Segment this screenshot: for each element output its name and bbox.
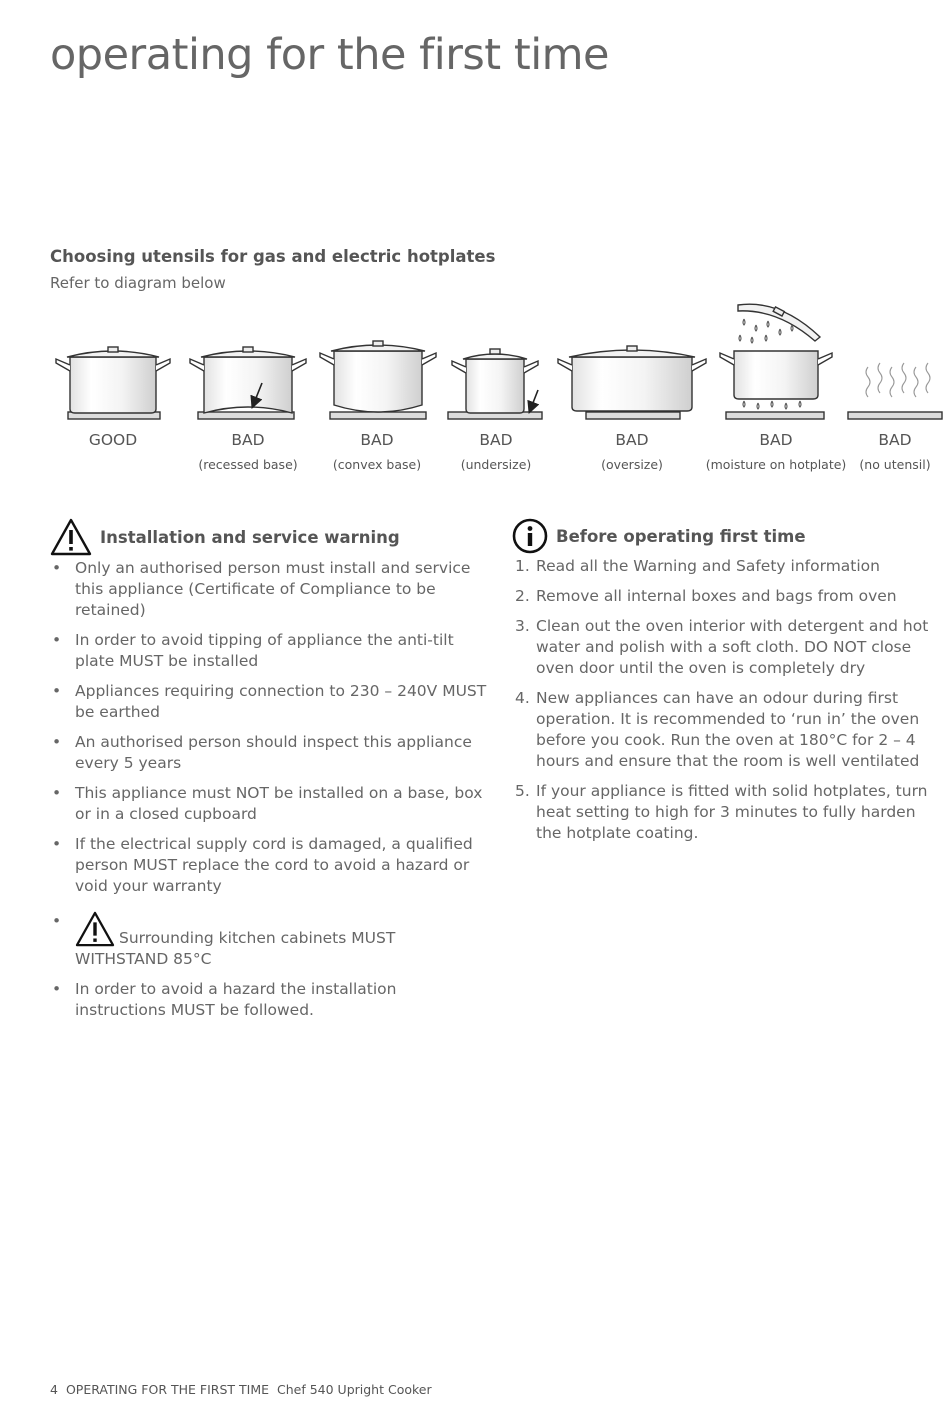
utensils-diagram xyxy=(0,295,950,495)
page-number: 4 xyxy=(50,1382,58,1397)
pot-label-undersize: BAD xyxy=(479,431,513,449)
utensils-heading: Choosing utensils for gas and electric hotplates xyxy=(50,247,496,266)
pot-convex-base-icon xyxy=(320,341,436,419)
step-number: 1. xyxy=(515,557,530,575)
list-item xyxy=(512,616,942,679)
list-item xyxy=(512,556,942,577)
pot-sub-moisture: (moisture on hotplate) xyxy=(705,457,847,472)
pot-recessed-base-icon xyxy=(190,347,306,419)
pot-sub-undersize: (undersize) xyxy=(460,457,532,472)
before-operating-heading: Before operating first time xyxy=(556,526,806,546)
list-item: • In order to avoid tipping of appliance the anti-tilt plate MUST be installed xyxy=(50,630,490,672)
pot-label-moisture: BAD xyxy=(759,431,793,449)
step-text: Clean out the oven interior with detergent and hot water and polish with a soft cloth. DO NOT close oven door until the oven is completely dry xyxy=(536,617,929,677)
pot-label-convex: BAD xyxy=(360,431,394,449)
list-item-text: Surrounding kitchen cabinets MUST WITHSTAND 85°C xyxy=(75,929,396,968)
step-number: 3. xyxy=(515,617,530,635)
installation-warning-section xyxy=(50,518,490,1030)
before-operating-list xyxy=(512,556,942,844)
list-item: • Only an authorised person must install and service this appliance (Certificate of Compliance to be retained) xyxy=(50,558,490,621)
step-text: If your appliance is fitted with solid hotplates, turn heat setting to high for 3 minutes to fully harden the hotplate coating. xyxy=(536,782,928,842)
empty-hotplate-icon xyxy=(848,412,942,419)
pot-good-icon xyxy=(56,347,170,419)
pot-label-oversize: BAD xyxy=(615,431,649,449)
pots-illustration xyxy=(0,295,950,430)
list-item: • If the electrical supply cord is damaged, a qualified person MUST replace the cord to avoid a hazard or void your warranty xyxy=(50,834,490,897)
pot-label-good: GOOD xyxy=(88,431,138,449)
pot-undersize-icon xyxy=(448,349,542,419)
before-operating-section xyxy=(512,518,942,853)
list-item xyxy=(512,586,942,607)
installation-heading: Installation and service warning xyxy=(100,527,400,547)
utensils-subtitle: Refer to diagram below xyxy=(50,274,226,292)
list-item: • An authorised person should inspect this appliance every 5 years xyxy=(50,732,490,774)
list-item: • This appliance must NOT be installed on a base, box or in a closed cupboard xyxy=(50,783,490,825)
list-item xyxy=(512,781,942,844)
page-title: operating for the first time xyxy=(50,30,609,80)
step-text: New appliances can have an odour during first operation. It is recommended to ‘run in’ the oven before you cook. Run the oven at 180°C for 2 – 4 hours and ensure that the room is well ventilated xyxy=(536,689,920,770)
pot-oversize-icon xyxy=(558,346,706,419)
list-item: • In order to avoid a hazard the installation instructions MUST be followed. xyxy=(50,979,490,1021)
installation-list xyxy=(50,558,490,1021)
pot-sub-convex: (convex base) xyxy=(332,457,422,472)
list-item xyxy=(50,911,490,970)
pot-moisture-icon xyxy=(720,304,832,419)
footer-section: OPERATING FOR THE FIRST TIME xyxy=(65,1382,270,1397)
info-circle-icon xyxy=(512,518,548,554)
pot-sub-no-utensil: (no utensil) xyxy=(859,457,931,472)
pot-sub-oversize: (oversize) xyxy=(601,457,663,472)
pot-sub-recessed: (recessed base) xyxy=(198,457,298,472)
step-text: Read all the Warning and Safety information xyxy=(536,557,880,575)
pot-label-no-utensil: BAD xyxy=(878,431,912,449)
list-item xyxy=(512,688,942,772)
warning-triangle-icon xyxy=(50,518,92,556)
step-number: 4. xyxy=(515,689,530,707)
step-text: Remove all internal boxes and bags from oven xyxy=(536,587,897,605)
pot-label-recessed: BAD xyxy=(231,431,265,449)
warning-triangle-icon xyxy=(75,911,115,947)
step-number: 5. xyxy=(515,782,530,800)
page-footer xyxy=(50,1382,436,1397)
list-item: • Appliances requiring connection to 230 – 240V MUST be earthed xyxy=(50,681,490,723)
footer-product: Chef 540 Upright Cooker xyxy=(277,1382,432,1397)
step-number: 2. xyxy=(515,587,530,605)
